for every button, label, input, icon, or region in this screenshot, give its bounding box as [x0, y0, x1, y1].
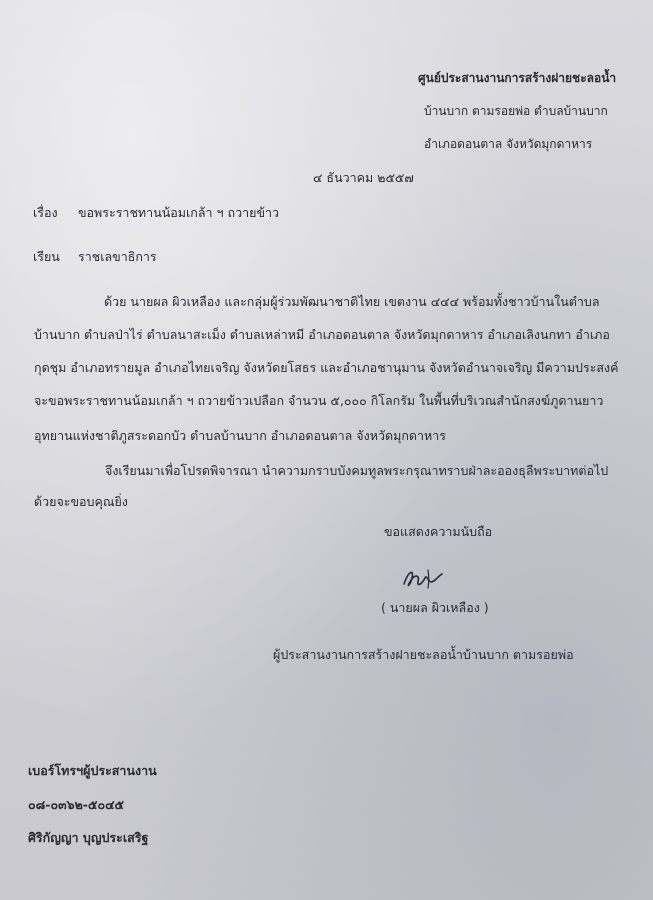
sender-line-2: บ้านบาก ตามรอยพ่อ ตำบลบ้านบาก — [424, 104, 608, 118]
contact-name: ศิริกัญญา บุญประเสริฐ — [28, 830, 149, 845]
body-line: ด้วย นายผล ผิวเหลือง และกลุ่มผู้ร่วมพัฒนาชาติไทย เขตงาน ๔๔๔ พร้อมทั้งชาวบ้านในตำบล — [104, 294, 600, 309]
sender-line-3: อำเภอดอนตาล จังหวัดมุกดาหาร — [424, 137, 593, 151]
signer-name: ( นายผล ผิวเหลือง ) — [381, 600, 489, 615]
recipient-text: ราชเลขาธิการ — [78, 249, 157, 264]
subject-text: ขอพระราชทานน้อมเกล้า ฯ ถวายข้าว — [78, 205, 280, 220]
body-line: อุทยานแห่งชาติภูสระดอกบัว ตำบลบ้านบาก อำเภอดอนตาล จังหวัดมุกดาหาร — [34, 428, 447, 443]
contact-label: เบอร์โทรฯผู้ประสานงาน — [28, 763, 157, 778]
sender-line-1: ศูนย์ประสานงานการสร้างฝายชะลอน้ำ — [418, 71, 617, 85]
signature-mark — [398, 562, 458, 596]
subject-label: เรื่อง — [33, 205, 58, 220]
body-line: บ้านบาก ตำบลป่าไร่ ตำบลนาสะเม็ง ตำบลเหล่าหมี อำเภอดอนตาล จังหวัดมุกดาหาร อำเภอเลิงนกทา อำเภอ — [34, 327, 610, 342]
recipient-label: เรียน — [33, 249, 60, 264]
contact-phone: ๐๘-๐๓๖๒-๕๐๔๕ — [28, 797, 125, 812]
letter-date: ๔ ธันวาคม ๒๕๕๗ — [313, 170, 414, 185]
body-line: กุดชุม อำเภอทรายมูล อำเภอไทยเจริญ จังหวัดยโสธร และอำเภอชานุมาน จังหวัดอำนาจเจริญ มีความประสงค์ — [34, 360, 619, 375]
closing-text: ขอแสดงความนับถือ — [384, 524, 493, 539]
body-line: จะขอพระราชทานน้อมเกล้า ฯ ถวายข้าวเปลือก จำนวน ๕,๐๐๐ กิโลกรัม ในพื้นที่บริเวณสำนักสงฆ์ภูดานยาว — [34, 393, 604, 408]
body-line: จึงเรียนมาเพื่อโปรดพิจารณา นำความกราบบังคมทูลพระกรุณาทราบฝ่าละอองธุลีพระบาทต่อไป — [105, 463, 609, 478]
body-line: ด้วยจะขอบคุณยิ่ง — [34, 494, 128, 509]
signer-title: ผู้ประสานงานการสร้างฝายชะลอน้ำบ้านบาก ตามรอยพ่อ — [273, 647, 574, 662]
